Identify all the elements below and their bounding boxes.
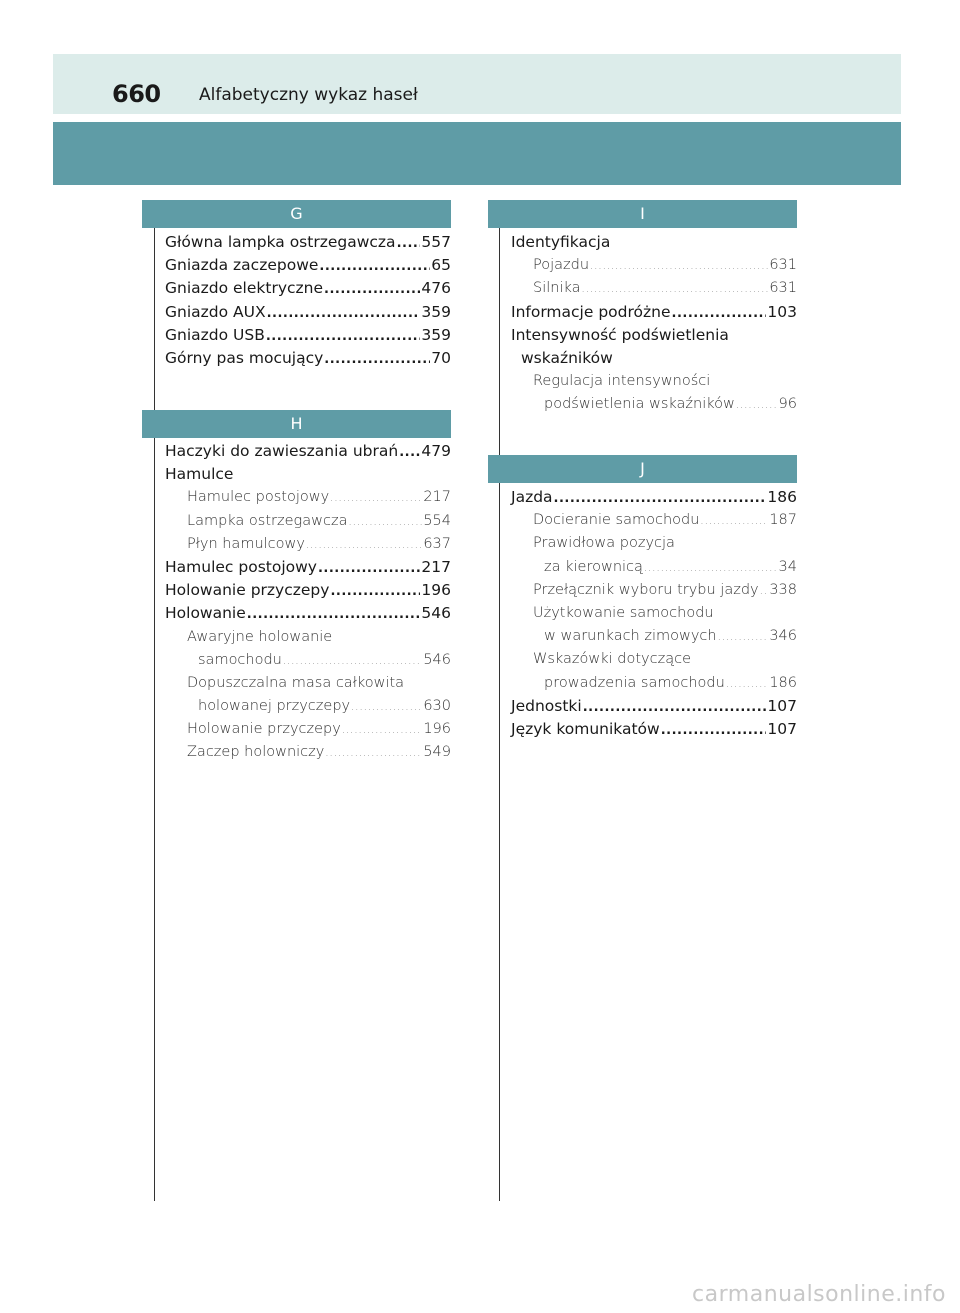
index-subentry[interactable]: Przełącznik wyboru trybu jazdy ..... 338 xyxy=(511,579,797,602)
index-subentry: Użytkowanie samochodu xyxy=(533,604,714,621)
index-entry[interactable]: Holowanie przyczepy ..... 196 xyxy=(165,579,451,602)
index-subentry[interactable]: Docieranie samochodu ..... 187 xyxy=(511,509,797,532)
index-entry[interactable]: Gniazda zaczepowe ..... 65 xyxy=(165,254,451,277)
section-header-i: I xyxy=(488,200,797,228)
index-subentry: Regulacja intensywności xyxy=(533,373,711,390)
section-header-j: J xyxy=(488,455,797,483)
index-entry[interactable]: Gniazdo AUX ..... 359 xyxy=(165,301,451,324)
index-entry[interactable]: Holowanie ..... 546 xyxy=(165,602,451,625)
index-list-h xyxy=(165,440,451,765)
index-list-g xyxy=(165,231,451,370)
section-header-g: G xyxy=(142,200,451,228)
index-list-j xyxy=(511,486,797,741)
index-entry[interactable]: Informacje podróżne ..... 103 xyxy=(511,301,797,324)
index-entry[interactable]: Gniazdo elektryczne ..... 476 xyxy=(165,277,451,300)
index-subentry[interactable]: podświetlenia wskaźników ..... 96 xyxy=(511,393,797,416)
index-subentry[interactable]: Silnika ..... 631 xyxy=(511,277,797,300)
index-subentry[interactable]: Hamulec postojowy ..... 217 xyxy=(165,486,451,509)
index-list-i xyxy=(511,231,797,417)
index-subentry: Awaryjne holowanie xyxy=(187,628,333,645)
decorative-band xyxy=(53,122,901,185)
index-heading: Hamulce xyxy=(165,465,234,484)
index-entry[interactable]: Górny pas mocujący ..... 70 xyxy=(165,347,451,370)
index-subentry[interactable]: w warunkach zimowych ..... 346 xyxy=(511,625,797,648)
page-number: 660 xyxy=(112,80,161,108)
index-subentry[interactable]: samochodu ..... 546 xyxy=(165,649,451,672)
index-entry[interactable]: Główna lampka ostrzegawcza ..... 557 xyxy=(165,231,451,254)
index-entry[interactable]: Hamulec postojowy ..... 217 xyxy=(165,556,451,579)
index-heading: wskaźników xyxy=(521,348,613,367)
index-subentry[interactable]: holowanej przyczepy ..... 630 xyxy=(165,695,451,718)
index-entry[interactable]: Jazda ..... 186 xyxy=(511,486,797,509)
header-band xyxy=(53,54,901,114)
index-subentry: Prawidłowa pozycja xyxy=(533,535,675,552)
index-entry[interactable]: Haczyki do zawieszania ubrań ..... 479 xyxy=(165,440,451,463)
index-heading: Intensywność podświetlenia xyxy=(511,325,729,344)
index-heading: Identyfikacja xyxy=(511,233,611,251)
index-subentry: Wskazówki dotyczące xyxy=(533,651,691,668)
index-subentry[interactable]: Płyn hamulcowy ..... 637 xyxy=(165,533,451,556)
index-entry[interactable]: Gniazdo USB ..... 359 xyxy=(165,324,451,347)
index-subentry[interactable]: prowadzenia samochodu ..... 186 xyxy=(511,672,797,695)
index-subentry[interactable]: Lampka ostrzegawcza ..... 554 xyxy=(165,510,451,533)
section-header-h: H xyxy=(142,410,451,438)
index-entry[interactable]: Język komunikatów ..... 107 xyxy=(511,718,797,741)
index-subentry[interactable]: Holowanie przyczepy ..... 196 xyxy=(165,718,451,741)
index-subentry[interactable]: Zaczep holowniczy ..... 549 xyxy=(165,741,451,764)
page-title: Alfabetyczny wykaz haseł xyxy=(199,85,418,105)
index-subentry[interactable]: za kierownicą ..... 34 xyxy=(511,556,797,579)
index-subentry[interactable]: Pojazdu ..... 631 xyxy=(511,254,797,277)
column-rule-right xyxy=(499,228,500,1201)
index-subentry: Dopuszczalna masa całkowita xyxy=(187,674,405,691)
column-rule-left xyxy=(154,228,155,1201)
watermark: carmanualsonline.info xyxy=(692,1282,946,1307)
index-entry[interactable]: Jednostki ..... 107 xyxy=(511,695,797,718)
